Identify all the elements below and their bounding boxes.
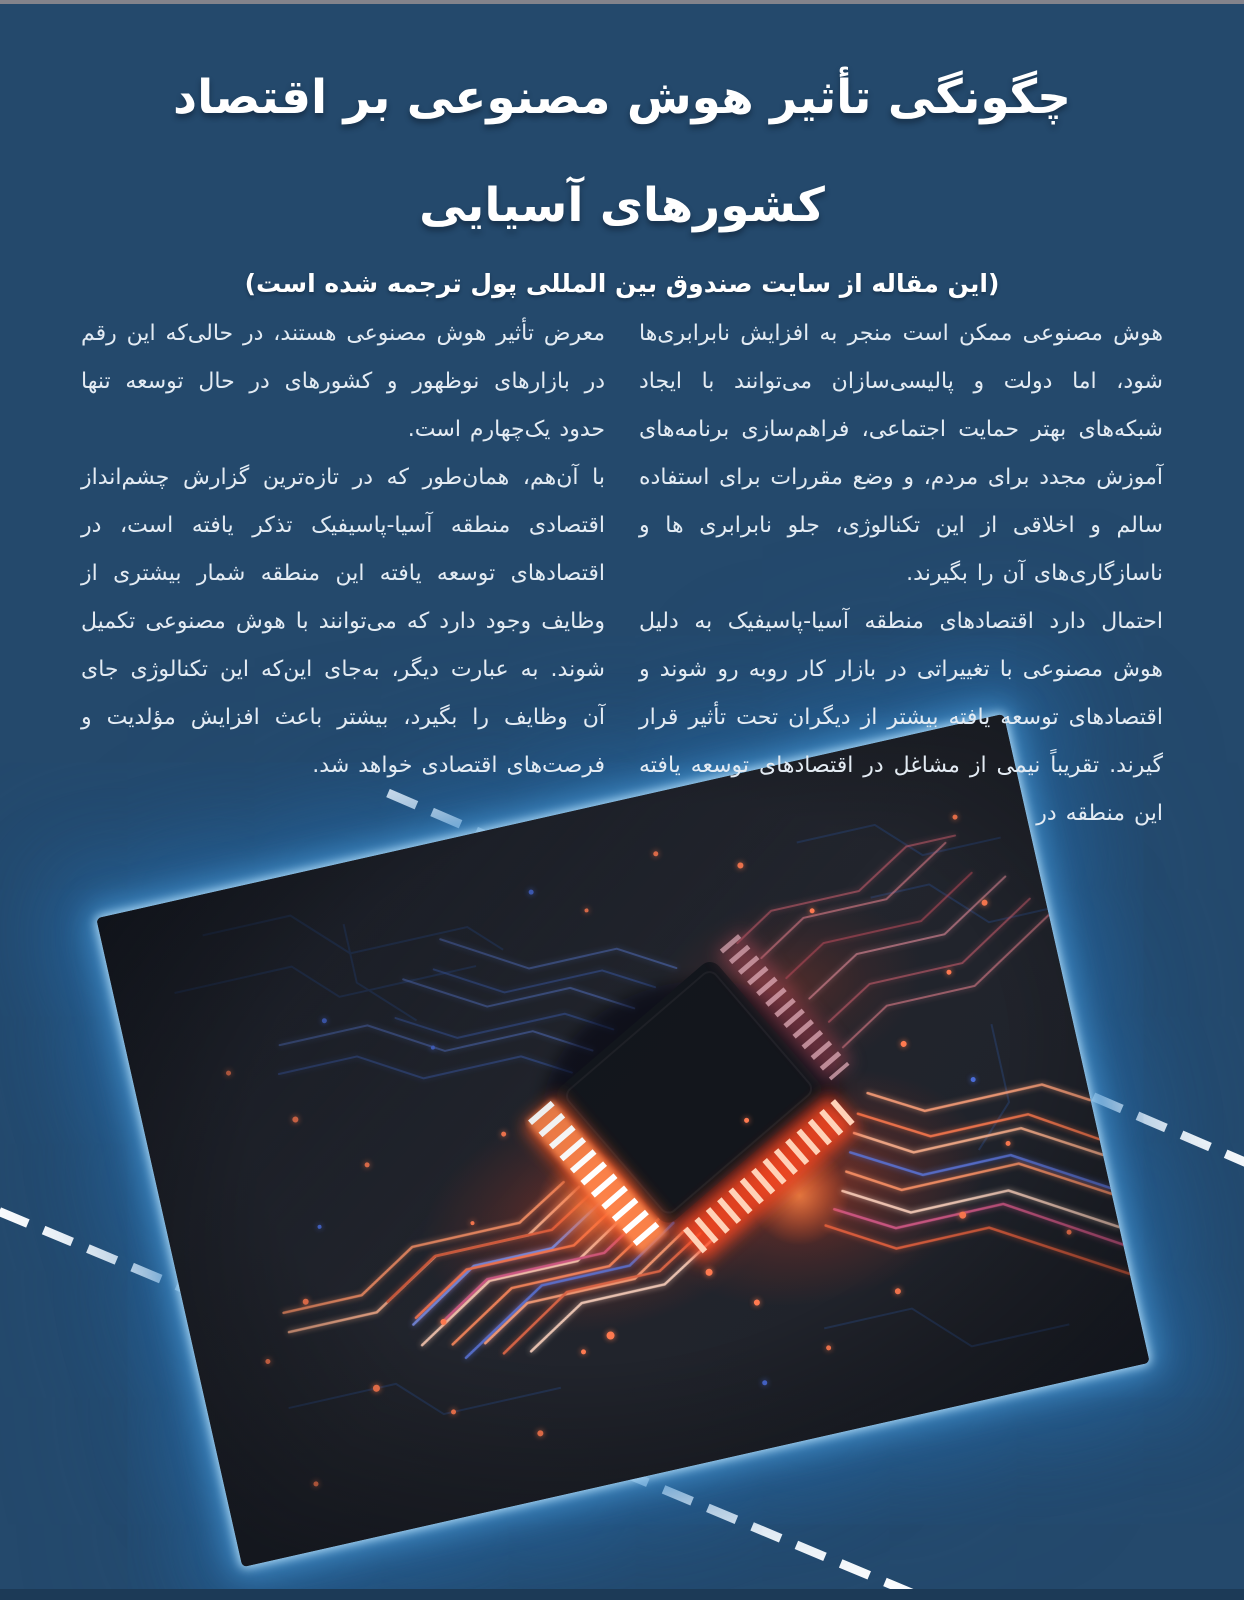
- title-line-1: چگونگی تأثیر هوش مصنوعی بر اقتصاد: [172, 70, 1072, 125]
- article-header: [0, 44, 1244, 299]
- paragraph: با آن‌هم، همان‌طور که در تازه‌ترین گزارش چشم‌انداز اقتصادی منطقه آسیا-پاسیفیک تذکر یافته است، در اقتصادهای توسعه یافته این منطقه شمار بیشتری از وظایف وجود دارد که می‌توانند با هوش مصنوعی تکمیل شوند. به عبارت دیگر، به‌جای این‌که این تکنالوژی جای آن وظایف را بگیرد، بیشتر باعث افزایش مؤلدیت و فرصت‌های اقتصادی خواهد شد.: [81, 465, 605, 778]
- paragraph: هوش مصنوعی ممکن است منجر به افزایش نابرابری‌ها شود، اما دولت و پالیسی‌سازان می‌توانند با ایجاد شبکه‌های بهتر حمایت اجتماعی، فراهم‌سازی برنامه‌های آموزش مجدد برای مردم، و وضع مقررات برای استفاده سالم و اخلاقی از این تکنالوژی، جلو نابرابری ها و ناسازگاری‌های آن را بگیرند.: [639, 321, 1163, 586]
- article-subtitle: (این مقاله از سایت صندوق بین المللی پول ترجمه شده است): [244, 269, 1000, 298]
- article-title: [0, 44, 1244, 260]
- top-border-strip: [0, 0, 1244, 4]
- body-columns: [81, 310, 1163, 838]
- title-line-2: کشورهای آسیایی: [419, 178, 825, 233]
- paragraph: معرض تأثیر هوش مصنوعی هستند، در حالی‌که این رقم در بازارهای نوظهور و کشورهای در حال توسعه تنها حدود یک‌چهارم است.: [81, 321, 605, 442]
- column-left: [81, 310, 605, 838]
- column-right: [639, 310, 1163, 838]
- paragraph: احتمال دارد اقتصادهای منطقه آسیا-پاسیفیک به دلیل هوش مصنوعی با تغییراتی در بازار کار روبه رو شوند و اقتصادهای توسعه یافته بیشتر از دیگران تحت تأثیر قرار گیرند. تقریباً نیمی از مشاغل در اقتصادهای توسعه یافته این منطقه در: [639, 609, 1163, 826]
- bottom-border-strip: [0, 1589, 1244, 1600]
